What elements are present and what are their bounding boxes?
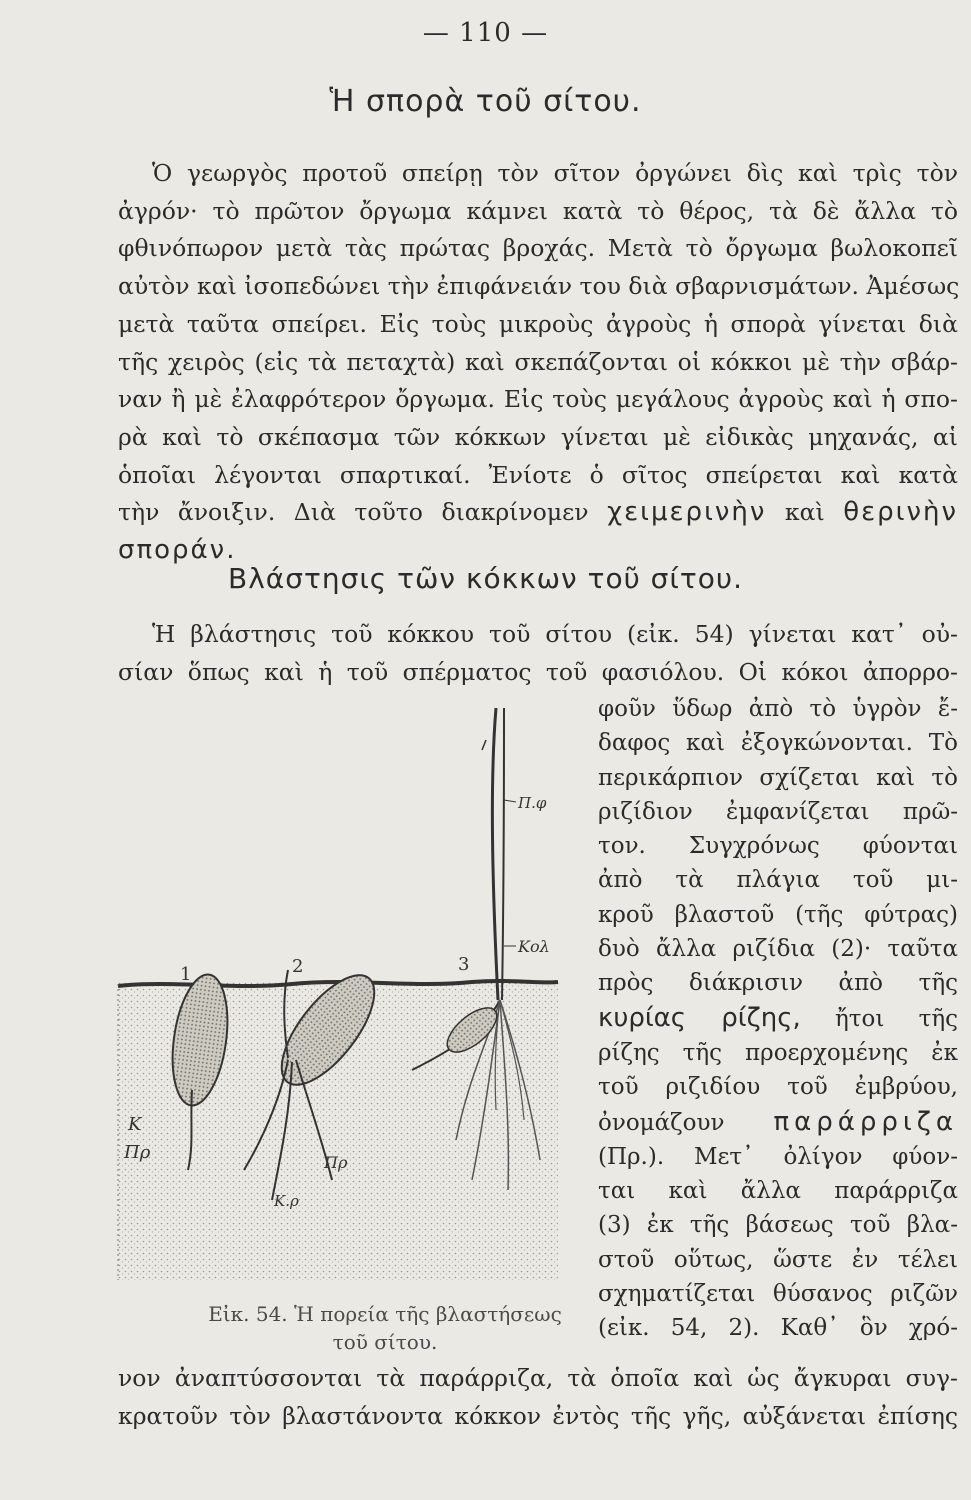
text-line: (Πρ.). Μετ᾽ ὀλίγον φύον- — [598, 1143, 958, 1170]
text-line: (3) ἐκ τῆς βάσεως τοῦ βλα- — [598, 1212, 958, 1239]
text-line: ριζίδιον ἐμφανίζεται πρῶ- — [598, 798, 958, 825]
figure-caption — [170, 1300, 600, 1356]
figure-label-1: 1 — [180, 964, 192, 985]
term-summer-sowing: θερινὴν — [843, 497, 958, 528]
caption-line: τοῦ σίτου. — [332, 1330, 438, 1354]
text-line: ἀπὸ τὰ πλάγια τοῦ μι- — [598, 867, 958, 894]
text-line: τῆς χειρὸς (εἰς τὰ πεταχτὰ) καὶ σκεπάζονται οἱ κόκκοι μὲ τὴν σβάρ- — [118, 347, 958, 376]
page-number: — 110 — — [422, 18, 549, 48]
text-line: φθινόπωρον μετὰ τὰς πρώτας βροχάς. Μετὰ τὸ ὄργωμα βωλοκοπεῖ — [118, 234, 958, 263]
text-line: πρὸς διάκρισιν ἀπὸ τῆς — [598, 970, 958, 997]
figure-label-2: 2 — [292, 956, 304, 977]
figure-label-kol: Κολ — [518, 937, 550, 956]
text-fragment: ἤτοι τῆς — [835, 1005, 959, 1032]
text-line: δαφος καὶ ἐξογκώνονται. Τὸ — [598, 730, 958, 757]
text-line — [598, 1001, 958, 1036]
text-line: Ὁ γεωργὸς προτοῦ σπείρῃ τὸν σῖτον ὀργώνει δὶς καὶ τρὶς τὸν — [152, 159, 958, 187]
text-line: ὁποῖαι λέγονται σπαρτικαί. Ἐνίοτε ὁ σῖτος σπείρεται καὶ κατὰ — [118, 460, 958, 489]
text-line: σίαν ὅπως καὶ ἡ τοῦ σπέρματος τοῦ φασιόλου. Οἱ κόκοι ἀπορρο- — [118, 657, 958, 686]
text-line: Ἡ βλάστησις τοῦ κόκκου τοῦ σίτου (εἰκ. 54) γίνεται κατ᾽ οὐ- — [152, 620, 958, 648]
text-line: ρίζης τῆς προερχομένης ἐκ — [598, 1039, 958, 1066]
figure-label-k: Κ — [128, 1114, 142, 1135]
term-adventitious-roots: παράρριζα — [773, 1106, 958, 1137]
text-line: φοῦν ὕδωρ ἀπὸ τὸ ὑγρὸν ἔ- — [598, 696, 958, 722]
paragraph-germination-end — [118, 1360, 958, 1435]
text-line: ἀγρόν· τὸ πρῶτον ὄργωμα κάμνει κατὰ τὸ θέρος, τὰ δὲ ἄλλα τὸ — [118, 196, 958, 225]
text-column-right — [598, 692, 958, 1346]
text-line — [598, 1105, 958, 1140]
figure-label-3: 3 — [458, 954, 470, 975]
figure-label-pr-mid: Πρ — [324, 1153, 348, 1172]
section-title-germination: Βλάστησις τῶν κόκκων τοῦ σίτου. — [227, 562, 743, 595]
text-line: τοῦ ριζιδίου τοῦ ἐμβρύου, — [598, 1074, 958, 1101]
text-fragment: ὀνομάζουν — [598, 1109, 725, 1136]
figure-label-pf: Π.φ — [518, 794, 547, 812]
text-line: κροῦ βλαστοῦ (τῆς φύτρας) — [598, 901, 958, 928]
germination-illustration — [112, 700, 590, 1300]
text-line: σχηματίζεται θύσανος ριζῶν — [598, 1281, 958, 1308]
text-line: τον. Συγχρόνως φύονται — [598, 833, 958, 860]
paragraph-germination-intro — [118, 616, 958, 691]
caption-line: Εἰκ. 54. Ἡ πορεία τῆς βλαστήσεως — [208, 1302, 562, 1326]
text-line: νον ἀναπτύσσονται τὰ παράρριζα, τὰ ὁποῖα καὶ ὡς ἄγκυραι συγ- — [118, 1364, 958, 1392]
text-line: (εἰκ. 54, 2). Καθ᾽ ὃν χρό- — [598, 1315, 958, 1342]
text-fragment: τὴν ἄνοιξιν. Διὰ τοῦτο διακρίνομεν — [118, 498, 589, 527]
text-line: δυὸ ἄλλα ριζίδια (2)· ταῦτα — [598, 936, 958, 963]
section-title-sowing: Ἡ σπορὰ τοῦ σίτου. — [329, 84, 642, 119]
term-sowing: σποράν. — [118, 535, 237, 566]
term-main-root: κυρίας ρίζης, — [598, 1002, 801, 1033]
term-winter-sowing: χειμερινὴν — [607, 497, 767, 528]
text-line: ται καὶ ἄλλα παράρριζα — [598, 1178, 958, 1205]
text-line: περικάρπιον σχίζεται καὶ τὸ — [598, 764, 958, 791]
text-line: μετὰ ταῦτα σπείρει. Εἰς τοὺς μικροὺς ἀγροὺς ἡ σπορὰ γίνεται διὰ — [118, 309, 958, 338]
text-line — [118, 494, 958, 532]
text-line: αὐτὸν καὶ ἰσοπεδώνει τὴν ἐπιφάνειάν του διὰ σβαρνισμάτων. Ἀμέσως — [118, 272, 960, 301]
text-line: κρατοῦν τὸν βλαστάνοντα κόκκον ἐντὸς τῆς γῆς, αὐξάνεται ἐπίσης — [118, 1401, 958, 1430]
text-line: στοῦ οὕτως, ὥστε ἐν τέλει — [598, 1246, 958, 1273]
text-line: ναν ἢ μὲ ἐλαφρότερον ὄργωμα. Εἰς τοὺς μεγάλους ἀγροὺς καὶ ἡ σπο- — [118, 385, 958, 414]
text-fragment: καὶ — [784, 498, 825, 527]
figure-label-kr: Κ.ρ — [274, 1192, 299, 1210]
figure-label-pr-left: Πρ — [124, 1142, 151, 1163]
paragraph-sowing — [118, 155, 958, 570]
text-line: ρὰ καὶ τὸ σκέπασμα τῶν κόκκων γίνεται μὲ εἰδικὰς μηχανάς, αἱ — [118, 422, 958, 451]
